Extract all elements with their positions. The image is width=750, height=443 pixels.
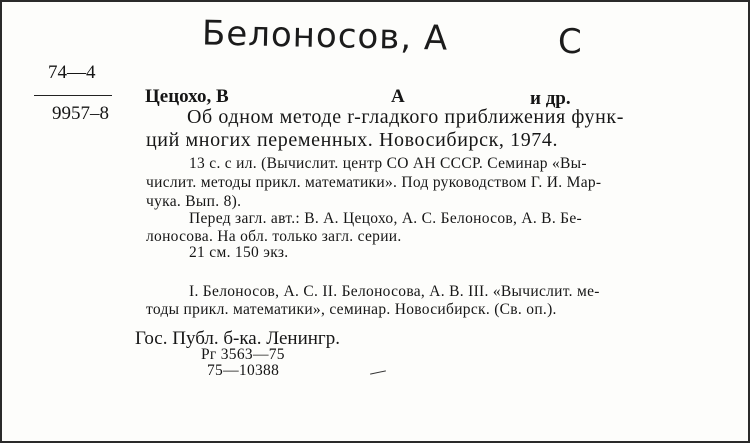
call-number-bottom: 9957–8 (52, 103, 109, 124)
description-line-2: числит. методы прикл. математики». Под руководством Г. И. Мар- (146, 174, 602, 191)
heading-initial: А (391, 86, 405, 107)
call-number-divider (34, 95, 112, 96)
handwritten-letter: С (558, 22, 582, 62)
description-line-4: Перед загл. авт.: В. А. Цецохо, А. С. Белоносов, А. В. Бе- (189, 210, 583, 227)
handwritten-author-note: Белоносов, А (201, 13, 449, 59)
description-line-5: лоносова. На обл. только загл. серии. (146, 228, 402, 245)
heading-etal: и др. (530, 88, 571, 109)
tracing-line-1: I. Белоносов, А. С. II. Белоносова, А. В. III. «Вычислит. ме- (189, 283, 600, 300)
library-name: Гос. Публ. б-ка. Ленингр. (135, 328, 340, 349)
description-line-1: 13 с. с ил. (Вычислит. центр СО АН СССР. Семинар «Вы- (189, 155, 587, 172)
library-code-1: Рг 3563—75 (201, 346, 285, 363)
description-line-3: чука. Вып. 8). (146, 193, 242, 210)
description-line-6: 21 см. 150 экз. (189, 244, 289, 261)
title-line-2: ций многих переменных. Новосибирск, 1974. (146, 129, 559, 151)
title-line-1: Об одном методе r-гладкого приближения функ- (187, 106, 624, 128)
pen-mark (370, 370, 386, 374)
library-code-2: 75—10388 (207, 362, 280, 379)
call-number-top: 74—4 (48, 62, 96, 83)
heading-author: Цецохо, В (145, 86, 229, 107)
tracing-line-2: тоды прикл. математики», семинар. Новосибирск. (Св. оп.). (146, 301, 557, 318)
